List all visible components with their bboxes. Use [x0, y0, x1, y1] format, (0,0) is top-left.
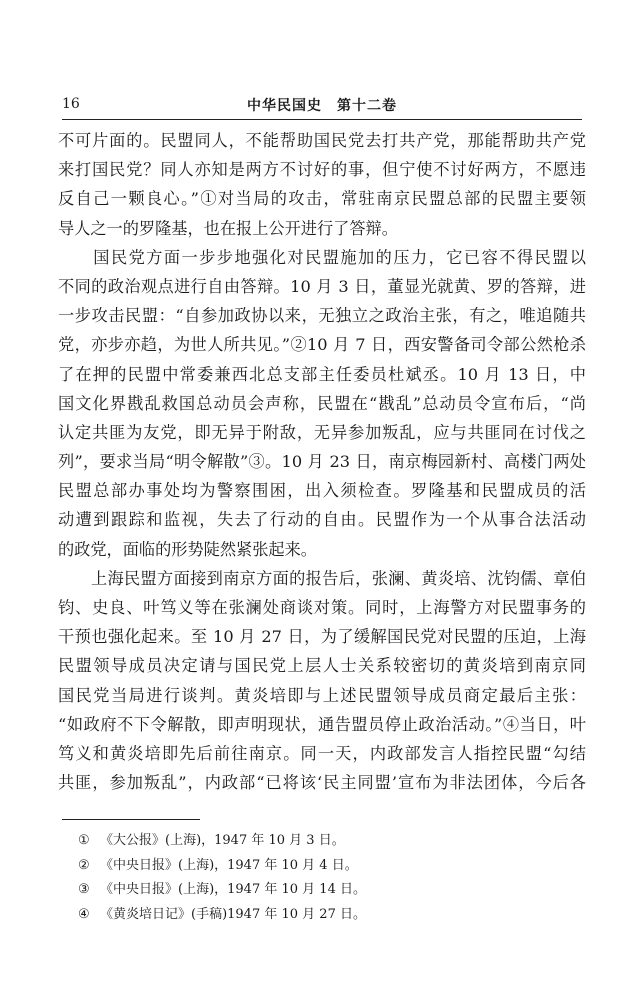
text-line: 导人之一的罗隆基，也在报上公开进行了答辩。 [58, 218, 398, 238]
text-line: 党，亦步亦趋，为世人所共见。”②10 月 7 日，西安警备司令部公然枪杀 [58, 335, 586, 355]
text-line: 动遭到跟踪和监视，失去了行动的自由。民盟作为一个从事合法活动 [58, 510, 586, 530]
footnote [78, 903, 366, 928]
footnote-text: 《大公报》(上海)，1947 年 10 月 3 日。 [100, 833, 345, 848]
text-line: “如政府不下令解散，即声明现状，通告盟员停止政治活动。”④当日，叶 [58, 714, 586, 734]
text-line: 一步攻击民盟：“自参加政协以来，无独立之政治主张，有之，唯追随共 [58, 306, 586, 326]
footnote-text: 《中央日报》(上海)，1947 年 10 月 14 日。 [100, 882, 366, 897]
body-text [58, 126, 586, 797]
footnote [78, 829, 366, 854]
text-line: 不同的政治观点进行自由答辩。10 月 3 日，董显光就黄、罗的答辩，进 [58, 276, 586, 296]
page-number: 16 [62, 96, 80, 112]
footnote-text: 《中央日报》(上海)，1947 年 10 月 4 日。 [100, 857, 358, 873]
footnote-mark: ① [78, 833, 90, 848]
text-line: 干预也强化起来。至 10 月 27 日，为了缓解国民党对民盟的压迫，上海 [58, 627, 586, 647]
footnote-text: 《黄炎培日记》(手稿)1947 年 10 月 27 日。 [100, 906, 366, 922]
footnotes [78, 829, 366, 927]
text-line: 民盟总部办事处均为警察围困，出入须检查。罗隆基和民盟成员的活 [58, 481, 586, 501]
text-line: 国民党当局进行谈判。黄炎培即与上述民盟领导成员商定最后主张： [58, 685, 586, 705]
text-line: 了在押的民盟中常委兼西北总支部主任委员杜斌丞。10 月 13 日，中 [58, 364, 586, 384]
footnote [78, 878, 366, 903]
header-rule [62, 119, 582, 120]
text-line: 反自己一颗良心。”①对当局的攻击，常驻南京民盟总部的民盟主要领 [58, 189, 586, 209]
text-line: 国文化界戡乱救国总动员会声称，民盟在“戡乱”总动员令宣布后，“尚 [58, 393, 586, 413]
text-line: 的政党，面临的形势陡然紧张起来。 [58, 539, 317, 559]
footnote-mark: ③ [78, 882, 90, 897]
footnote-mark: ② [78, 857, 90, 873]
text-line: 上海民盟方面接到南京方面的报告后，张澜、黄炎培、沈钧儒、章伯 [58, 568, 586, 588]
text-line: 不可片面的。民盟同人，不能帮助国民党去打共产党，那能帮助共产党 [58, 131, 586, 150]
text-line: 钧、史良、叶笃义等在张澜处商谈对策。同时，上海警方对民盟事务的 [58, 598, 586, 617]
text-line: 来打国民党？同人亦知是两方不讨好的事，但宁使不讨好两方，不愿违 [58, 160, 586, 180]
text-line: 民盟领导成员决定请与国民党上层人士关系较密切的黄炎培到南京同 [58, 656, 586, 676]
footnote-rule [62, 819, 200, 820]
text-line: 国民党方面一步步地强化对民盟施加的压力，它已容不得民盟以 [58, 247, 586, 267]
running-head: 中华民国史 第十二卷 [247, 98, 397, 114]
footnote [78, 854, 366, 879]
footnote-mark: ④ [78, 906, 90, 922]
text-line: 认定共匪为友党，即无异于附敌，无异参加叛乱，应与共匪同在讨伐之 [58, 422, 586, 442]
text-line: 列”，要求当局“明令解散”③。10 月 23 日，南京梅园新村、高楼门两处 [58, 452, 586, 472]
text-line: 笃义和黄炎培即先后前往南京。同一天，内政部发言人指控民盟“勾结 [58, 743, 586, 763]
text-line: 共匪，参加叛乱”，内政部“已将该‘民主同盟’宣布为非法团体，今后各 [58, 773, 586, 793]
